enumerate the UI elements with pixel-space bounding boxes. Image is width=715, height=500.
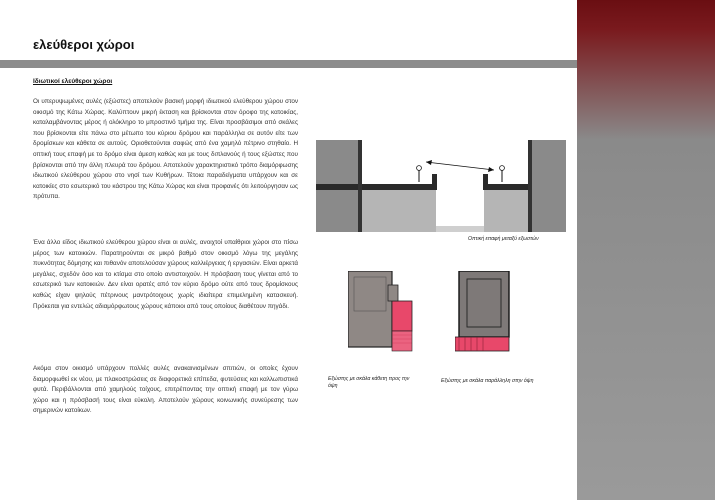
caption-plan-parallel: Εξώστης με σκάλα παράλληλη στην όψη — [441, 378, 534, 384]
right-parapet — [483, 174, 488, 190]
caption-plan-perpendicular: Εξώστης με σκάλα κάθετη προς την όψη — [328, 376, 410, 389]
left-person-head — [417, 166, 422, 171]
sight-arrowhead-right — [488, 167, 494, 172]
page-title: ελεύθεροι χώροι — [33, 37, 135, 52]
street-ground — [436, 226, 484, 232]
terrace-section-drawing — [316, 140, 566, 232]
plan1-annex — [388, 285, 398, 301]
paragraph-2: Ένα άλλο είδος ιδιωτικού ελεύθερου χώρου είναι οι αυλές, ανοιχτοί υπαίθριοι χώροι στο πίσω μέρος των κατοικιών. Παρατηρούνται σε μικρό βαθμό στον οικισμό λόγω της μεγάλης πυκνότητας δόμησης και πιθανόν αποτελούσαν χώρους καλλιέργειας ή εργασιών. Είναι αρκετά μεγάλες, σχεδόν όσο και το κτίσμα στο οποίο αντιστοιχούν. Η πρόσβαση τους γίνεται από το εσωτερικό των κατοικιών. Δεν είναι ορατές από τον κύριο δρόμο ούτε από τους δρομίσκους καθώς είχαν ψηλούς πέτρινους μαντρότοιχους χωρίς ιδιαίτερα επιμελημένη κατασκευή. Πρόκειται για εντελώς αδιαμόρφωτους χώρους κάποιοι από τους οποίους διαθέτουν πηγάδι. — [33, 239, 298, 310]
header-divider-band — [0, 60, 577, 68]
caption-section: Οπτική επαφή μεταξύ εξωστών — [468, 236, 539, 242]
plan-perpendicular-stair — [348, 271, 418, 357]
left-ground-shade — [361, 184, 436, 232]
plan2-terrace — [455, 337, 509, 351]
decorative-side-bar — [577, 0, 715, 500]
right-person-head — [500, 166, 505, 171]
section-subtitle: Ιδιωτικοί ελεύθεροι χώροι — [33, 78, 113, 85]
plan1-main-room — [348, 271, 392, 347]
paragraph-3: Ακόμα στον οικισμό υπάρχουν πολλές αυλές ανακαινισμένων σπιτιών, οι οποίες έχουν διαμορφωθεί εκ νέου, με πλακοστρώσεις σε διαφορετικά επίπεδα, φυτεύσεις και καλλωπιστικά φυτά. Περιβάλλονται από χαμηλούς τοίχους, επιτρέποντας την οπτική επαφή με τον γύρω χώρο και η πρόσβασή τους είναι εύκολη. Αποτελούν χώρους κοινωνικής συνεύρεσης των σημερινών κατοίκων. — [33, 365, 298, 415]
plan1-stair — [392, 331, 412, 351]
paragraph-1: Οι υπερυψωμένες αυλές (εξώστες) αποτελούν βασική μορφή ιδιωτικού ελεύθερου χώρου στον οικισμό της Κάτω Χώρας. Καλύπτουν μικρή έκταση και βρίσκονται στον όροφο της κατοικίας, καταλαμβάνοντας μέρος ή ολόκληρο το μπροστινό τμήμα της. Είναι προσβάσιμοι από σκάλες που βρίσκονται είτε πάνω στο μέτωπο του κύριου δρόμου και παράλληλα σε αυτόν είτε των δρομίσκων και κάθετα σε αυτούς. Οριοθετούνται σαφώς από ένα χαμηλό πέτρινο στηθαίο. Η οπτική τους επαφή με το δρόμο είναι άμεση καθώς και με τους διπλανούς ή τους εξώστες που βρίσκονται από την άλλη πλευρά του δρόμου. Αποτελούν χαρακτηριστικό τρόπο διαμόρφωσης ιδιωτικού ελεύθερου χώρου στο νησί των Κυθήρων. Τέτοια παραδείγματα υπάρχουν και σε κατοικίες στο εσωτερικό του κάστρου της Κάτω Χώρας και είναι προφανές ότι λειτούργησαν ως πρότυπα. — [33, 98, 298, 201]
left-parapet — [432, 174, 437, 190]
right-wall — [528, 140, 532, 232]
sight-arrowhead-left — [426, 160, 432, 165]
plan-parallel-stair — [455, 271, 515, 357]
plan1-terrace — [392, 301, 412, 331]
right-building-shade — [530, 140, 566, 232]
left-terrace-slab — [316, 184, 436, 190]
left-wall — [358, 140, 362, 232]
sight-line — [426, 162, 494, 170]
